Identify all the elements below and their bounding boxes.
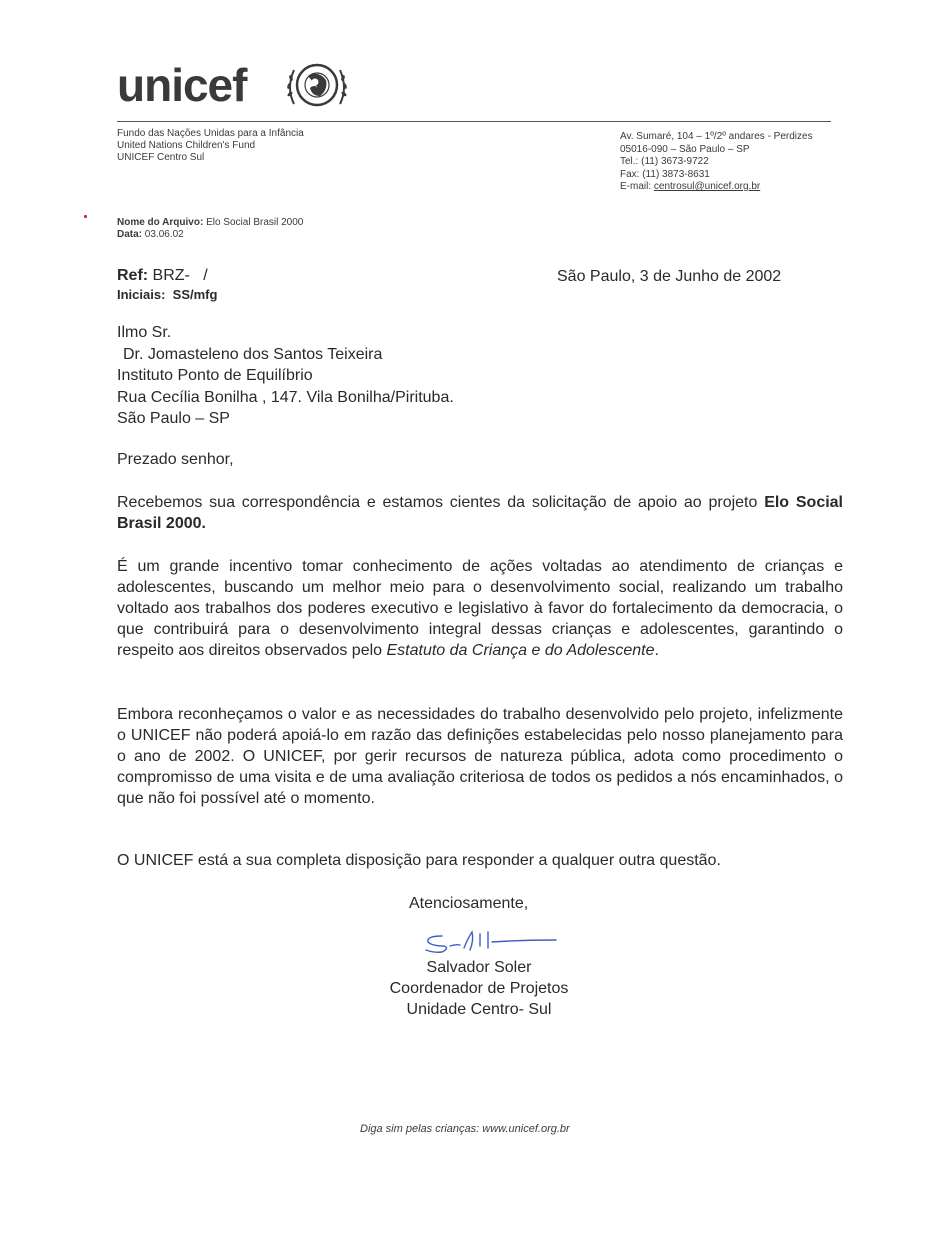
address-fax: Fax: (11) 3873-8631	[620, 168, 710, 180]
stray-ink-mark	[84, 215, 87, 218]
closing: Atenciosamente,	[409, 895, 529, 912]
project-name: Elo Social Brasil 2000.	[117, 494, 844, 532]
initials-line	[117, 287, 217, 302]
signer-block	[376, 957, 582, 1020]
letterhead-divider	[117, 121, 831, 122]
org-line-en: United Nations Children's Fund	[117, 140, 256, 151]
signer-name: Salvador Soler	[426, 959, 532, 976]
recipient-name: Dr. Jomasteleno dos Santos Teixeira	[123, 345, 383, 363]
file-name-label: Nome do Arquivo:	[117, 217, 204, 228]
salutation: Prezado senhor,	[117, 451, 234, 468]
reference-line	[117, 266, 208, 286]
unicef-emblem-icon	[284, 60, 350, 112]
signature-image	[420, 928, 560, 956]
recipient-city: São Paulo – SP	[117, 410, 230, 427]
p1-text: Recebemos sua correspondência e estamos cientes da solicitação de apoio ao projeto	[117, 494, 765, 511]
recipient-street: Rua Cecília Bonilha , 147. Vila Bonilha/Pirituba.	[117, 388, 454, 406]
ref-value: BRZ- /	[148, 267, 208, 284]
initials-label: Iniciais:	[117, 287, 166, 302]
file-name-value: Elo Social Brasil 2000	[203, 217, 304, 228]
footer-slogan: Diga sim pelas crianças: www.unicef.org.br	[360, 1123, 570, 1135]
ref-label: Ref:	[117, 267, 149, 284]
signer-unit: Unidade Centro- Sul	[406, 1001, 552, 1018]
organization-names	[117, 128, 304, 164]
org-line-office: UNICEF Centro Sul	[117, 152, 205, 163]
p2-text: É um grande incentivo tomar conhecimento de ações voltadas ao atendimento de crianças e adolescentes, buscando um melhor meio para o desenvolvimento social, realizando um trabalho voltado aos trabalhos dos poderes executivo e legislativo à favor do fortalecimento da democracia, o que contribuirá para o desenvolvimento integral dessas crianças e adolescentes, garantindo o respeito aos direitos observados pelo	[117, 558, 843, 659]
body-paragraph-4: O UNICEF está a sua completa disposição para responder a qualquer outra questão.	[117, 852, 721, 869]
address-email-line	[620, 181, 813, 194]
letter-date: São Paulo, 3 de Junho de 2002	[557, 268, 782, 285]
address-phone: Tel.: (11) 3673-9722	[620, 156, 709, 167]
body-paragraph-1	[117, 492, 843, 534]
recipient-block	[117, 322, 454, 430]
unicef-logo-text: unicef	[117, 59, 247, 111]
body-paragraph-3: Embora reconheçamos o valor e as necessidades do trabalho desenvolvido pelo projeto, infelizmente o UNICEF não poderá apoiá-lo em razão das definições estabelecidas pelo nosso planejamento para o ano de 2002. O UNICEF, por gerir recursos de natureza pública, adota como procedimento o compromisso de uma visita e de uma avaliação criteriosa de todos os pedidos a nós encaminhados, o que não foi possível até o momento.	[117, 706, 843, 807]
org-line-pt: Fundo das Nações Unidas para a Infância	[117, 128, 304, 139]
p2-end: .	[654, 642, 659, 659]
file-date-label: Data:	[117, 229, 143, 240]
file-date-value: 03.06.02	[142, 229, 184, 240]
email-link[interactable]: centrosul@unicef.org.br	[653, 181, 761, 192]
email-label: E-mail:	[620, 181, 654, 192]
signer-role: Coordenador de Projetos	[389, 980, 569, 997]
file-metadata	[117, 217, 303, 241]
recipient-institution: Instituto Ponto de Equilíbrio	[117, 367, 313, 384]
address-city: 05016-090 – São Paulo – SP	[620, 143, 750, 155]
statute-name: Estatuto da Criança e do Adolescente	[386, 642, 655, 659]
office-address	[620, 131, 813, 194]
body-paragraph-2	[117, 556, 843, 661]
initials-value: SS/mfg	[165, 287, 218, 302]
recipient-title: Ilmo Sr.	[117, 324, 172, 341]
address-street: Av. Sumaré, 104 – 1º/2º andares - Perdizes	[620, 131, 813, 142]
